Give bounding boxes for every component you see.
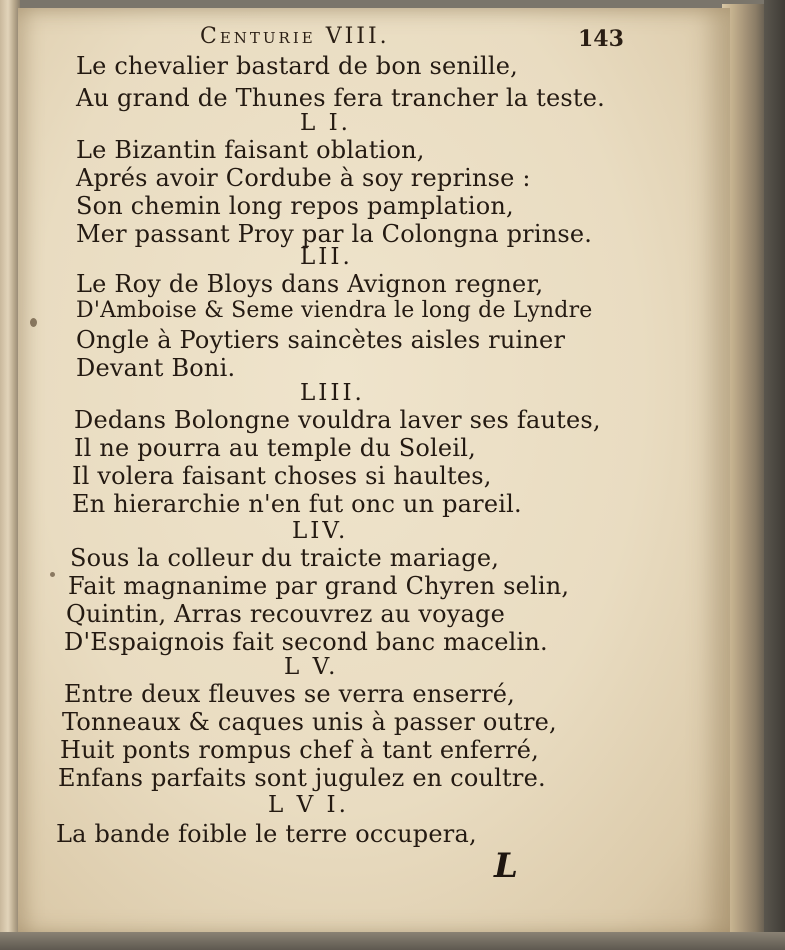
verse-line: Entre deux fleuves se verra enserré, [64,680,515,708]
verse-line: D'Amboise & Seme viendra le long de Lyndre [76,298,593,323]
quatrain-number: L I. [300,110,351,136]
verse-line: Le Bizantin faisant oblation, [76,136,425,164]
running-header: Centurie VIII. [200,24,390,49]
verse-line: Tonneaux & caques unis à passer outre, [62,708,557,736]
catchword: L [494,846,518,886]
verse-line: Il volera faisant choses si haultes, [72,462,492,490]
ink-spot [30,318,37,327]
verse-line: Sous la colleur du traicte mariage, [70,544,500,572]
verse-line: Aprés avoir Cordube à soy reprinse : [76,164,531,192]
verse-line: Fait magnanime par grand Chyren selin, [68,572,570,600]
quatrain-number: L V. [284,654,339,680]
quatrain-number: LIV. [292,518,349,544]
bottom-shadow [0,932,785,950]
quatrain-number: LII. [300,244,353,270]
left-page-edge [0,0,20,950]
scan-background [764,0,785,950]
verse-line: Le Roy de Bloys dans Avignon regner, [76,270,544,298]
verse-line: Huit ponts rompus chef à tant enferré, [60,736,539,764]
quatrain-number: L V I. [268,792,349,818]
quatrain-number: LIII. [300,380,365,406]
verse-line: Quintin, Arras recouvrez au voyage [66,600,505,628]
verse-line: D'Espaignois fait second banc macelin. [64,628,548,656]
verse-line: En hierarchie n'en fut onc un pareil. [72,490,522,518]
verse-line: Son chemin long repos pamplation, [76,192,514,220]
verse-line: La bande foible le terre occupera, [56,820,477,848]
verse-line: Mer passant Proy par la Colongna prinse. [76,220,593,248]
verse-line: Devant Boni. [76,354,236,382]
folio-number: 143 [578,26,624,52]
verse-line: Dedans Bolongne vouldra laver ses fautes, [74,406,601,434]
verse-line: Ongle à Poytiers saincètes aisles ruiner [76,326,566,354]
ink-spot [50,572,55,577]
verse-line: Enfans parfaits sont jugulez en coultre. [58,764,546,792]
verse-line: Il ne pourra au temple du Soleil, [74,434,476,462]
verse-line: Le chevalier bastard de bon senille, [76,52,518,80]
verse-line: Au grand de Thunes fera trancher la teste. [76,84,605,112]
